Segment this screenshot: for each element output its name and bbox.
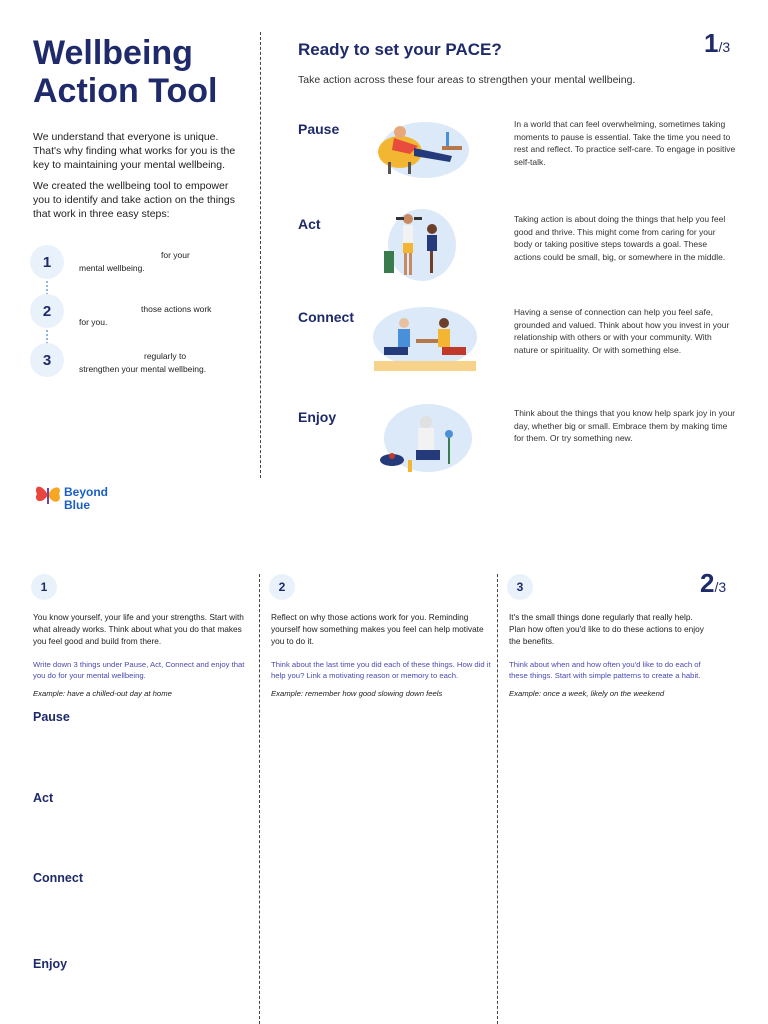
pace-desc-act: Taking action is about doing the things that help you feel good and thrive. This might come from caring for your body or taking positive steps towards a goal. These actions could be small, big, or somewhere in the middle. (514, 214, 726, 263)
column-3-example: Example: once a week, likely on the weekend (509, 689, 665, 698)
step-1-badge: 1 (30, 245, 64, 279)
column-divider (497, 574, 498, 1024)
column-3-hint: Think about when and how often you'd like to do each of these things. Start with simple patterns to create a habit. (509, 660, 701, 680)
pause-illustration-icon (370, 112, 480, 192)
page-number (700, 568, 726, 599)
step-2-line-2: for you. (79, 317, 108, 327)
writing-label-pause: Pause (33, 710, 70, 724)
pace-desc-connect: Having a sense of connection can help you feel safe, grounded and valued. Think about how you invest in your relationship with others or with your community. With nature or spirituality. Or with something else. (514, 307, 730, 356)
title-line-2: Action Tool (33, 72, 218, 110)
writing-label-enjoy: Enjoy (33, 957, 68, 971)
pace-label-enjoy: Enjoy (298, 409, 337, 425)
column-2-text: Reflect on why those actions work for you. Reminding yourself how something makes you feel can help motivate you to do it. (271, 612, 484, 646)
step-2-badge: 2 (30, 294, 64, 328)
intro-paragraph-1: We understand that everyone is unique. That's why finding what works for you is the key to maintaining your mental wellbeing. (33, 131, 236, 171)
pace-label-connect: Connect (298, 309, 354, 325)
step-3-line-2: strengthen your mental wellbeing. (79, 364, 207, 374)
pace-label-pause: Pause (298, 121, 340, 137)
logo-line-2: Blue (64, 498, 91, 512)
column-2-example: Example: remember how good slowing down feels (271, 689, 443, 698)
step-3-text (79, 350, 229, 376)
step-1-text (79, 249, 219, 275)
pace-subheading: Take action across these four areas to strengthen your mental wellbeing. (298, 74, 636, 86)
column-1-badge: 1 (31, 574, 57, 600)
column-2-hint: Think about the last time you did each of these things. How did it help you? Link a motivating reason or memory to each. (271, 660, 491, 680)
column-2-badge: 2 (269, 574, 295, 600)
column-1-text: You know yourself, your life and your strengths. Start with what already works. Think about what you do that makes you feel good and build from there. (33, 612, 244, 646)
page-total: /3 (718, 39, 731, 55)
step-connector (46, 330, 48, 344)
column-3-badge: 3 (507, 574, 533, 600)
step-1-line-2: mental wellbeing. (79, 263, 145, 273)
pace-label-act: Act (298, 216, 321, 232)
step-2-text (79, 303, 219, 329)
column-divider (259, 574, 260, 1024)
page-current: 1 (704, 28, 719, 58)
column-3-text: It's the small things done regularly that really help. Plan how often you'd like to do these actions to enjoy the benefits. (509, 612, 704, 646)
column-divider (260, 32, 261, 478)
column-1-hint: Write down 3 things under Pause, Act, Connect and enjoy that you do for your mental wellbeing. (33, 660, 245, 680)
step-2-line-1: those actions work (141, 304, 212, 314)
pace-heading: Ready to set your PACE? (298, 40, 502, 59)
connect-illustration-icon (370, 305, 480, 385)
logo-line-1: Beyond (64, 485, 109, 499)
step-3-line-1: regularly to (144, 351, 187, 361)
act-illustration-icon (370, 205, 480, 285)
pace-desc-pause: In a world that can feel overwhelming, sometimes taking moments to pause is essential. Take the time you need to rest and reflect. To practice self-care. To engage in positive self-talk. (514, 119, 736, 168)
page-title (33, 34, 258, 110)
page-number (704, 28, 730, 59)
column-1-example: Example: have a chilled-out day at home (33, 689, 172, 698)
pace-desc-enjoy: Think about the things that you know help spark joy in your day, whether big or small. Embrace them by making time for them. Or try something new. (514, 408, 736, 444)
brand-logo-text (64, 486, 124, 512)
step-1-line-1: for your (161, 250, 190, 260)
page-current: 2 (700, 568, 715, 598)
enjoy-illustration-icon (370, 400, 480, 480)
step-connector (46, 281, 48, 295)
step-3-badge: 3 (30, 343, 64, 377)
title-line-1: Wellbeing (33, 34, 193, 72)
writing-label-act: Act (33, 791, 54, 805)
page-total: /3 (714, 579, 727, 595)
writing-label-connect: Connect (33, 871, 83, 885)
butterfly-logo-icon (33, 480, 63, 510)
intro-paragraph-2: We created the wellbeing tool to empower you to identify and take action on the things that work in three easy steps: (33, 180, 235, 220)
